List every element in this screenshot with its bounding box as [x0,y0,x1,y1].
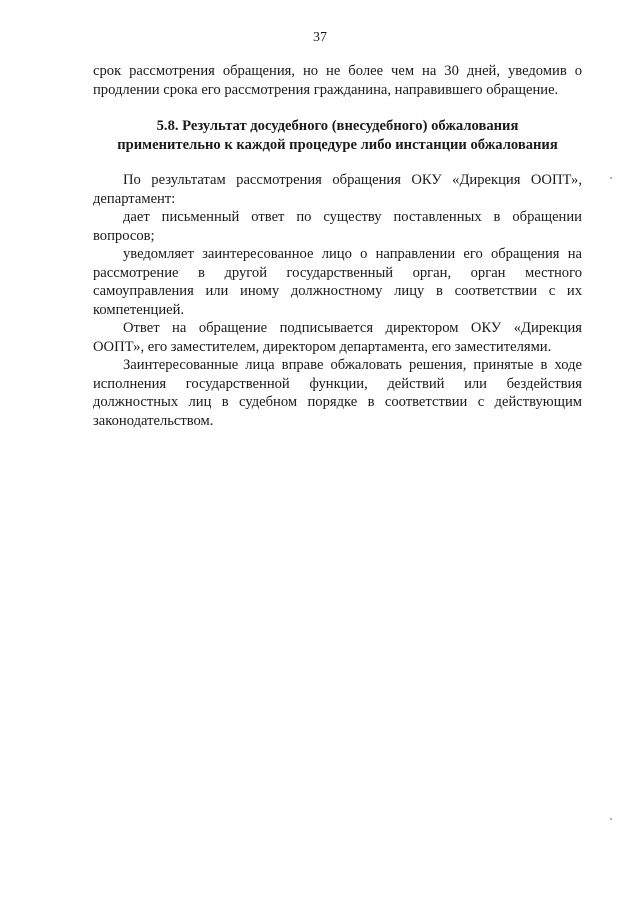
paragraph: Заинтересованные лица вправе обжаловать решения, принятые в ходе исполнения государственной функции, действий или бездействия должностных лиц в судебном порядке в соответствии с действующим законодательством. [93,357,582,429]
document-body [93,62,582,430]
paragraph: уведомляет заинтересованное лицо о направлении его обращения на рассмотрение в другой государственный орган, орган местного самоуправления или иному должностному лицу в соответствии с их компетенцией. [93,246,582,318]
page-number: 37 [313,30,327,45]
paragraph: По результатам рассмотрения обращения ОКУ «Дирекция ООПТ», департамент: [93,172,582,207]
section-heading [93,117,582,154]
intro-paragraph: срок рассмотрения обращения, но не более чем на 30 дней, уведомив о продлении срока его рассмотрения гражданина, направившего обращение. [93,63,582,98]
section-title-line-2: применительно к каждой процедуре либо инстанции обжалования [117,136,558,153]
scan-artifact [610,818,612,820]
section-title-line-1: 5.8. Результат досудебного (внесудебного) обжалования [156,118,519,134]
paragraph: дает письменный ответ по существу поставленных в обращении вопросов; [93,209,582,244]
paragraph: Ответ на обращение подписывается директором ОКУ «Дирекция ООПТ», его заместителем, директором департамента, его заместителями. [93,320,582,355]
scan-artifact [610,177,612,179]
